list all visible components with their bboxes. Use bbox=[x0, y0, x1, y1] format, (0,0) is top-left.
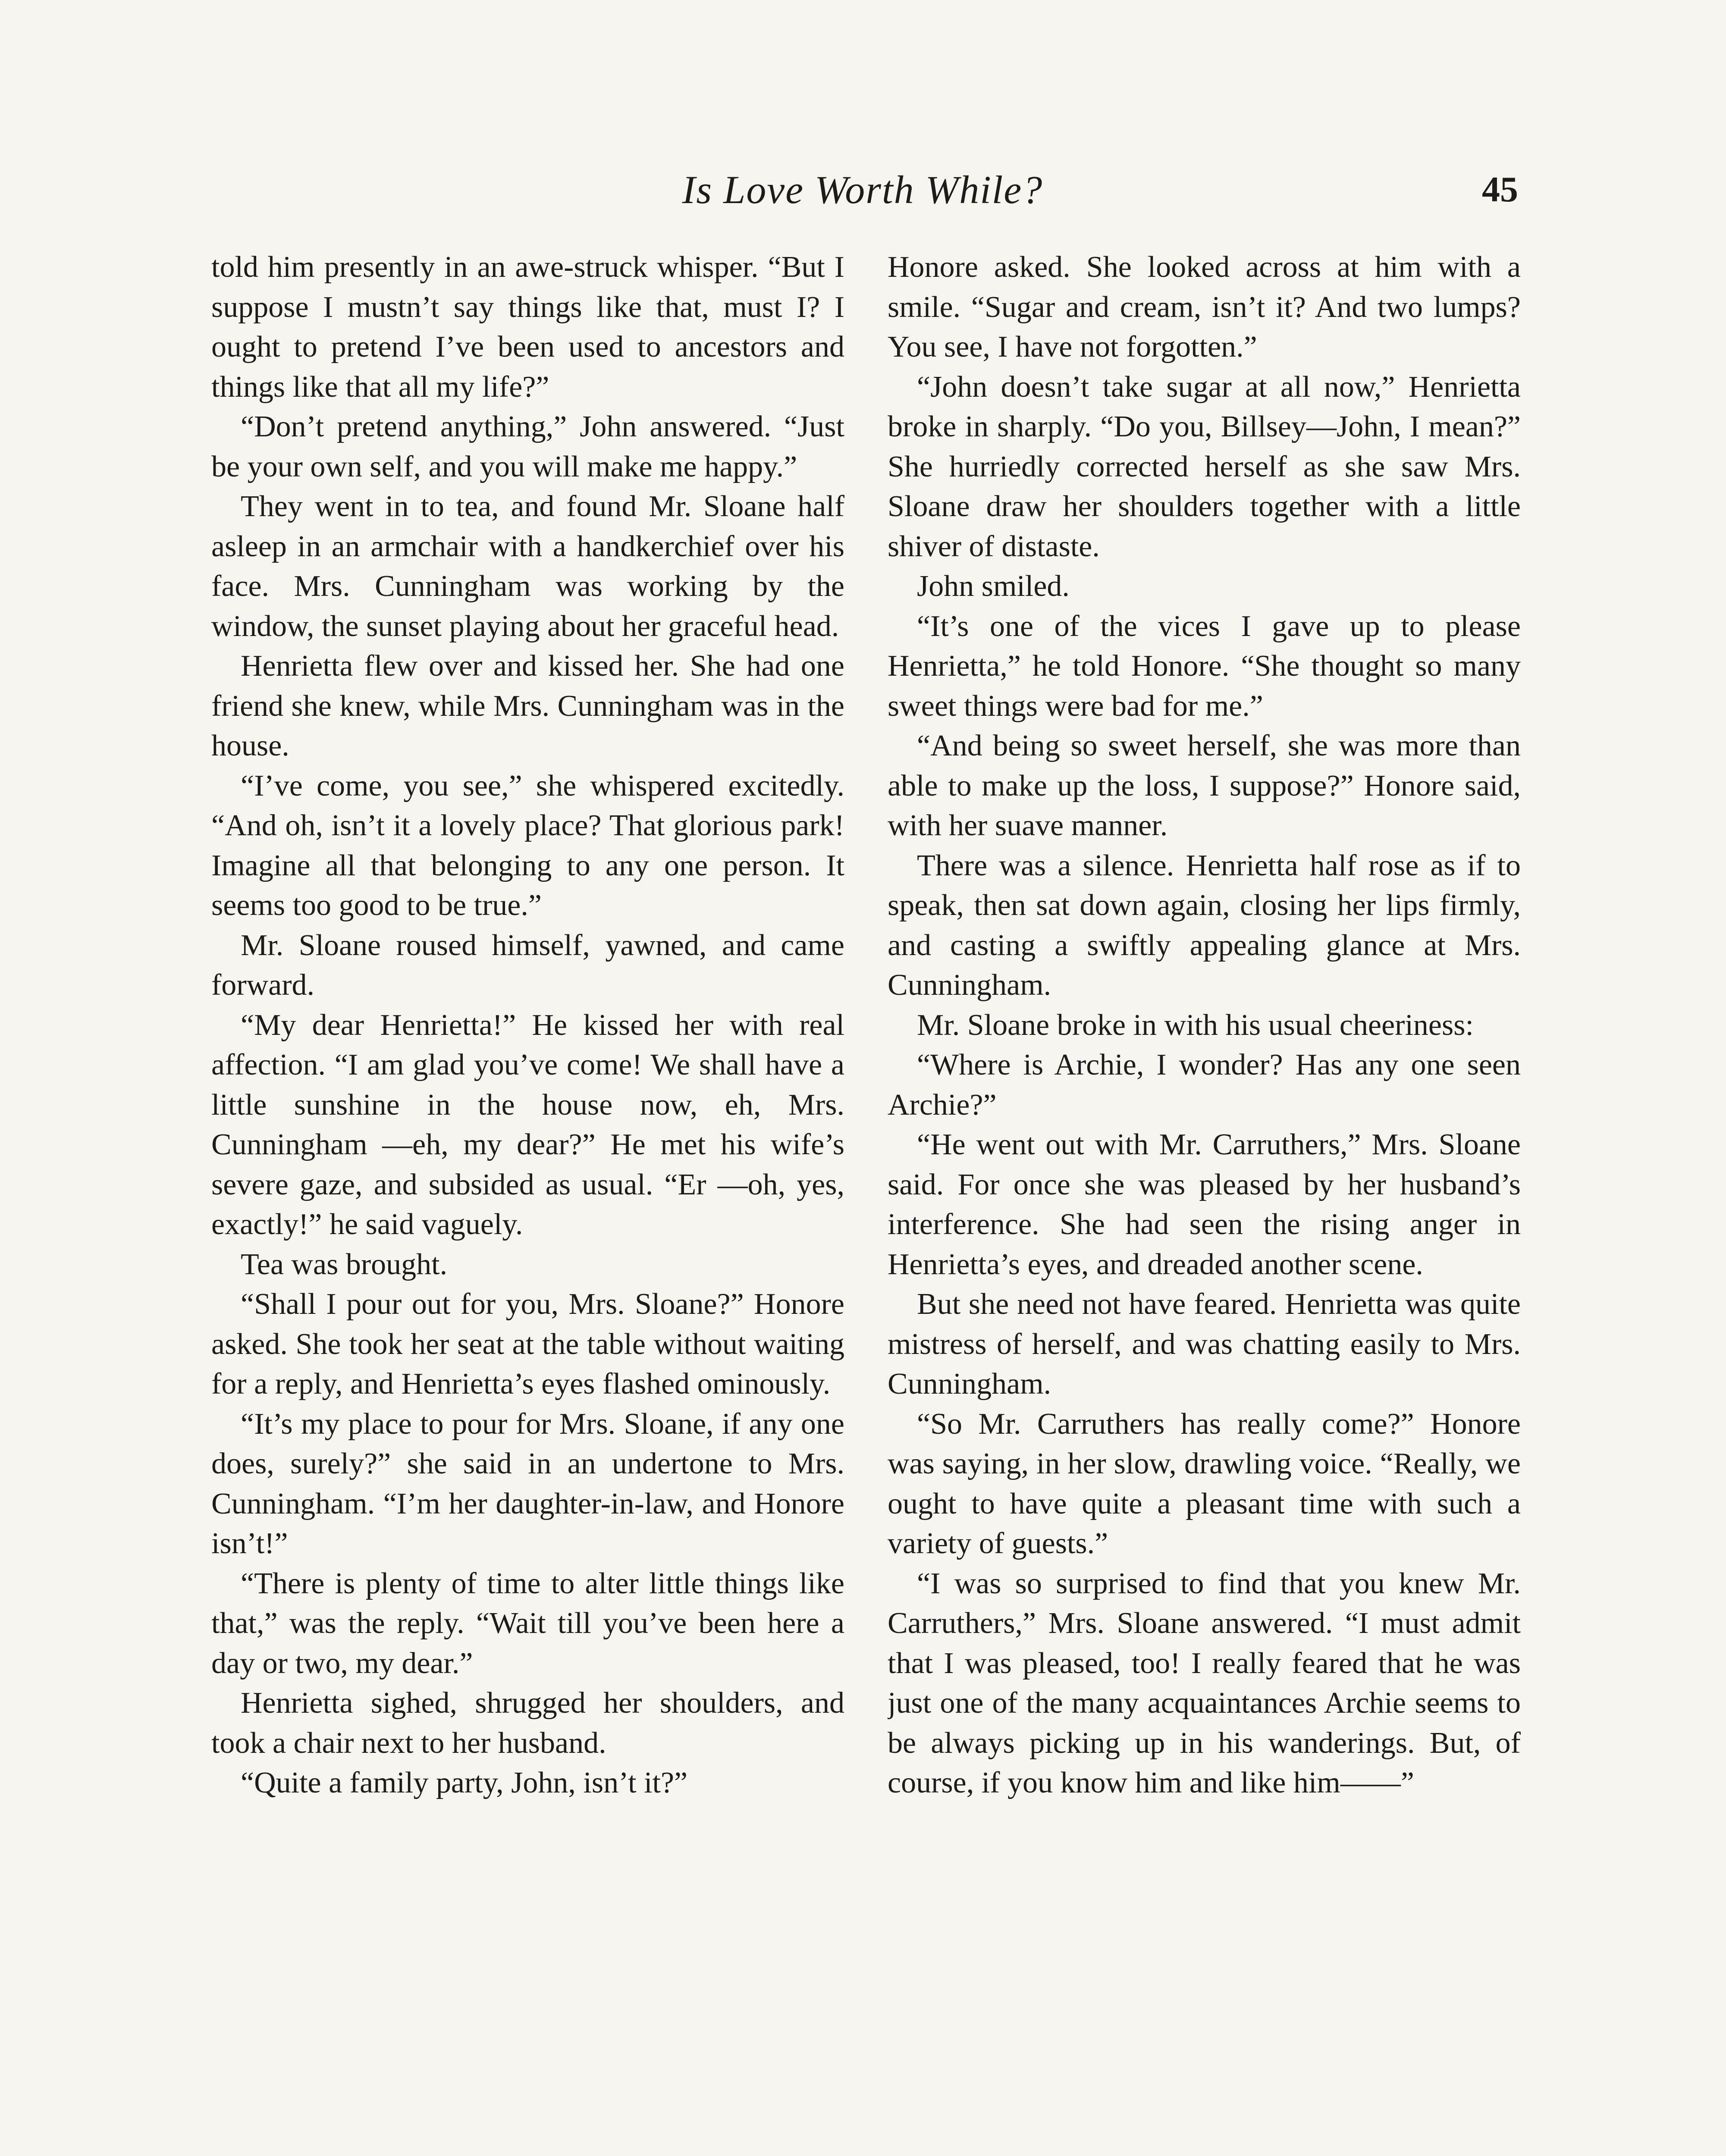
paragraph: There was a silence. Henrietta half rose as if to speak, then sat down again, closing her lips firmly, and casting a swiftly appealing glance at Mrs. Cunningham. bbox=[888, 849, 1521, 1002]
paragraph: Henrietta sighed, shrugged her shoulders, and took a chair next to her husband. bbox=[211, 1686, 844, 1760]
page-number: 45 bbox=[1482, 169, 1518, 210]
paragraph: “And being so sweet herself, she was more than able to make up the loss, I suppose?” Honore said, with her suave manner. bbox=[888, 729, 1521, 842]
paragraph: “Quite a family party, John, isn’t it?” bbox=[241, 1766, 688, 1799]
right-column bbox=[888, 248, 1521, 2156]
paragraph: Mr. Sloane broke in with his usual cheeriness: bbox=[917, 1008, 1474, 1042]
running-title: Is Love Worth While? bbox=[682, 168, 1043, 212]
paragraph: “I’ve come, you see,” she whispered excitedly. “And oh, isn’t it a lovely place? That glorious park! Imagine all that belonging to any one person. It seems too good to be true.” bbox=[211, 769, 844, 922]
paragraph: “John doesn’t take sugar at all now,” Henrietta broke in sharply. “Do you, Billsey—John, I mean?” She hurriedly corrected herself as she saw Mrs. Sloane draw her shoulders together with a little shiver of distaste. bbox=[888, 370, 1521, 563]
paragraph: Honore asked. She looked across at him with a smile. “Sugar and cream, isn’t it? And two lumps? You see, I have not forgotten.” bbox=[888, 251, 1521, 364]
paragraph: “So Mr. Carruthers has really come?” Honore was saying, in her slow, drawling voice. “Really, we ought to have quite a pleasant time with such a variety of guests.” bbox=[888, 1407, 1521, 1560]
paragraph: “My dear Henrietta!” He kissed her with real affection. “I am glad you’ve come! We shall have a little sunshine in the house now, eh, Mrs. Cunningham —eh, my dear?” He met his wife’s severe gaze, and subsided as usual. “Er —oh, yes, exactly!” he said vaguely. bbox=[211, 1008, 844, 1241]
left-column bbox=[211, 248, 844, 2156]
paragraph: “There is plenty of time to alter little things like that,” was the reply. “Wait till you’ve been here a day or two, my dear.” bbox=[211, 1567, 844, 1680]
paragraph: John smiled. bbox=[917, 570, 1070, 603]
paragraph: “Where is Archie, I wonder? Has any one seen Archie?” bbox=[888, 1048, 1521, 1122]
paragraph: Tea was brought. bbox=[241, 1247, 448, 1281]
paragraph: “It’s one of the vices I gave up to please Henrietta,” he told Honore. “She thought so many sweet things were bad for me.” bbox=[888, 609, 1521, 723]
paragraph: Mr. Sloane roused himself, yawned, and came forward. bbox=[211, 928, 844, 1002]
paragraph: They went in to tea, and found Mr. Sloane half asleep in an armchair with a handkerchief over his face. Mrs. Cunningham was working by the window, the sunset playing about her graceful head. bbox=[211, 490, 844, 643]
paragraph: told him presently in an awe-struck whisper. “But I suppose I mustn’t say things like that, must I? I ought to pretend I’ve been used to ancestors and things like that all my life?” bbox=[211, 251, 844, 404]
paragraph: “I was so surprised to find that you knew Mr. Carruthers,” Mrs. Sloane answered. “I must admit that I was pleased, too! I really feared that he was just one of the many acquaintances Archie seems to be always picking up in his wanderings. But, of course, if you know him and like him——” bbox=[888, 1567, 1521, 1799]
paragraph: But she need not have feared. Henrietta was quite mistress of herself, and was chatting easily to Mrs. Cunningham. bbox=[888, 1288, 1521, 1401]
paragraph: “He went out with Mr. Carruthers,” Mrs. Sloane said. For once she was pleased by her husband’s interference. She had seen the rising anger in Henrietta’s eyes, and dreaded another scene. bbox=[888, 1128, 1521, 1281]
paragraph: “Shall I pour out for you, Mrs. Sloane?” Honore asked. She took her seat at the table without waiting for a reply, and Henrietta’s eyes flashed ominously. bbox=[211, 1288, 844, 1401]
paragraph: “It’s my place to pour for Mrs. Sloane, if any one does, surely?” she said in an undertone to Mrs. Cunningham. “I’m her daughter-in-law, and Honore isn’t!” bbox=[211, 1407, 844, 1560]
paragraph: Henrietta flew over and kissed her. She had one friend she knew, while Mrs. Cunningham was in the house. bbox=[211, 649, 844, 762]
paragraph: “Don’t pretend anything,” John answered. “Just be your own self, and you will make me happy.” bbox=[211, 410, 844, 483]
